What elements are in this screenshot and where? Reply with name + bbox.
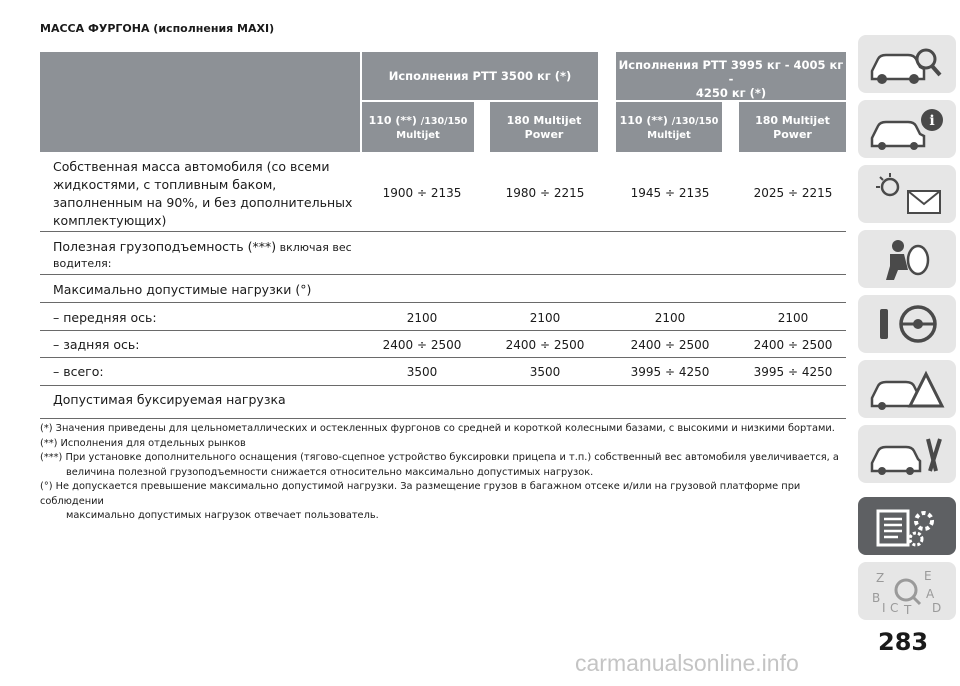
steering-wheel-icon: [868, 301, 946, 347]
row-curb-weight-line4: комплектующих): [53, 213, 167, 228]
svg-text:i: i: [929, 113, 935, 129]
alphabet-index-icon: [868, 568, 946, 614]
col3-variants: /130/150: [671, 116, 719, 127]
car-search-icon: [868, 41, 946, 87]
car-info-icon: [868, 106, 946, 152]
total-col2: 3500: [529, 365, 561, 379]
row-divider: [40, 302, 846, 303]
footnote-2: (**) Исполнения для отдельных рынков: [40, 437, 246, 449]
warning-lights-icon: [868, 171, 946, 217]
row-rear-axle-label: – задняя ось:: [53, 337, 140, 352]
row-divider: [40, 231, 846, 232]
col1-multijet: Multijet: [396, 130, 440, 141]
sidebar-tab-starting-driving[interactable]: [858, 295, 956, 353]
index-letter: C: [890, 601, 899, 614]
page-title: МАССА ФУРГОНА (исполнения MAXI): [40, 22, 275, 35]
sidebar-tab-warning-lights[interactable]: [858, 165, 956, 223]
sidebar-tab-info[interactable]: [858, 100, 956, 158]
footnotes: [40, 422, 840, 524]
col2-engine: 180 Multijet: [506, 114, 582, 127]
front-axle-col3: 2100: [654, 311, 686, 325]
page-number: 283: [878, 628, 929, 656]
car-maintenance-icon: [868, 431, 946, 477]
index-letter: I: [882, 601, 886, 614]
front-axle-col1: 2100: [406, 311, 438, 325]
row-payload-driver: водителя:: [53, 257, 112, 270]
row-divider: [40, 385, 846, 386]
airbag-safety-icon: [868, 236, 946, 282]
col3-engine: 110 (**): [619, 114, 668, 127]
row-divider: [40, 357, 846, 358]
footnote-1: (*) Значения приведены для цельнометаллических и остекленных фургонов со средней и короткой колесными базами, с высокими и низкими бортами.: [40, 423, 835, 434]
row-curb-weight-line3: заполненным на 90%, и без дополнительных: [53, 195, 353, 210]
row-divider: [40, 274, 846, 275]
table-header-group-3500: [362, 52, 598, 100]
footnote-4-cont: максимально допустимых нагрузок отвечает пользователь.: [66, 510, 379, 521]
sidebar-tab-technical-data[interactable]: [858, 497, 956, 555]
rear-axle-col1: 2400 ÷ 2500: [382, 338, 462, 352]
row-total-label: – всего:: [53, 364, 104, 379]
header-group-3500-label: Исполнения PTT 3500 кг (*): [388, 69, 572, 83]
col1-engine: 110 (**): [368, 114, 417, 127]
footnote-3: (***) При установке дополнительного оснащения (тягово-сцепное устройство буксировки прицепа и т.п.) собственный вес автомобиля увеличивается, а: [40, 452, 839, 463]
col3-multijet: Multijet: [647, 130, 691, 141]
index-letter: B: [872, 591, 881, 605]
index-letter: D: [932, 601, 942, 614]
total-col3: 3995 ÷ 4250: [630, 365, 710, 379]
curb-weight-col1: 1900 ÷ 2135: [382, 186, 462, 200]
row-max-loads-label: Максимально допустимые нагрузки (°): [53, 282, 312, 297]
front-axle-col2: 2100: [529, 311, 561, 325]
table-header-col3: [616, 102, 722, 152]
col2-power: Power: [524, 128, 564, 141]
row-front-axle-label: – передняя ось:: [53, 310, 157, 325]
technical-data-icon: [868, 503, 946, 549]
row-payload-note: включая вес: [276, 241, 352, 254]
col4-engine: 180 Multijet: [755, 114, 830, 127]
rear-axle-col4: 2400 ÷ 2500: [753, 338, 833, 352]
curb-weight-col2: 1980 ÷ 2215: [505, 186, 585, 200]
row-payload-text: Полезная грузоподъемность (***): [53, 239, 277, 254]
footnote-3-cont: величина полезной грузоподъемности снижается относительно максимально допустимых нагрузок.: [66, 466, 594, 478]
sidebar-tab-index[interactable]: [858, 562, 956, 620]
header-group-4250-line1: Исполнения PTT 3995 кг - 4005 кг -: [618, 58, 844, 86]
index-letter: E: [924, 569, 932, 583]
row-curb-weight-line2: жидкостями, с топливным баком,: [53, 177, 277, 192]
row-divider: [40, 418, 846, 419]
total-col4: 3995 ÷ 4250: [753, 365, 833, 379]
sidebar-tab-maintenance[interactable]: [858, 425, 956, 483]
index-letter: Z: [876, 571, 885, 585]
row-curb-weight-label: [53, 158, 352, 230]
rear-axle-col2: 2400 ÷ 2500: [505, 338, 585, 352]
row-towable-label: Допустимая буксируемая нагрузка: [53, 392, 286, 407]
table-header-blank: [40, 52, 360, 152]
row-divider: [40, 330, 846, 331]
table-header-col1: [362, 102, 474, 152]
sidebar-tab-emergency[interactable]: [858, 360, 956, 418]
watermark: carmanualsonline.info: [575, 650, 799, 676]
rear-axle-col3: 2400 ÷ 2500: [630, 338, 710, 352]
table-header-col4: [739, 102, 846, 152]
col1-variants: /130/150: [420, 116, 468, 127]
header-group-4250-line2: 4250 кг (*): [695, 86, 767, 100]
table-header-col2: [490, 102, 598, 152]
curb-weight-col3: 1945 ÷ 2135: [630, 186, 710, 200]
sidebar-tab-safety[interactable]: [858, 230, 956, 288]
footnote-4: (°) Не допускается превышение максимально допустимой нагрузки. За размещение грузов в багажном отсеке и/или на грузовой платформе при соблюдении: [40, 481, 801, 507]
front-axle-col4: 2100: [777, 311, 809, 325]
table-header-group-4250: [616, 52, 846, 100]
row-curb-weight-line1: Собственная масса автомобиля (со всеми: [53, 159, 330, 174]
row-payload-label: [53, 238, 352, 271]
col4-power: Power: [773, 128, 812, 141]
total-col1: 3500: [406, 365, 438, 379]
sidebar-tab-vehicle-overview[interactable]: [858, 35, 956, 93]
index-letter: T: [904, 603, 912, 614]
breakdown-icon: [868, 366, 946, 412]
curb-weight-col4: 2025 ÷ 2215: [753, 186, 833, 200]
index-letter: A: [926, 587, 935, 601]
